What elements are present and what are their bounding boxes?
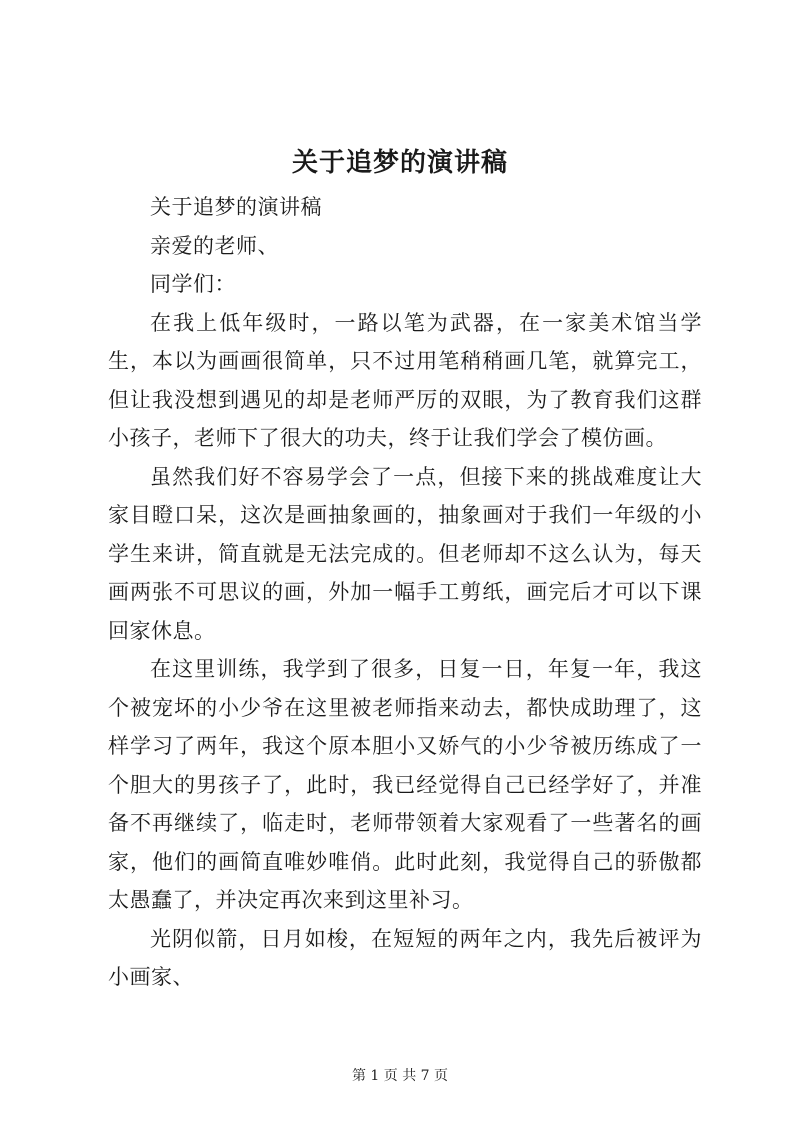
document-title: 关于追梦的演讲稿 bbox=[291, 148, 508, 178]
document-body bbox=[108, 188, 702, 997]
paragraph-3: 在这里训练，我学到了很多，日复一日，年复一年，我这个被宠坏的小少爷在这里被老师指来动去，都快成助理了，这样学习了两年，我这个原本胆小又娇气的小少爷被历练成了一个胆大的男孩子了，此时，我已经觉得自己已经学好了，并准备不再继续了，临走时，老师带领着大家观看了一些著名的画家，他们的画简直唯妙唯俏。此时此刻，我觉得自己的骄傲都太愚蠢了，并决定再次来到这里补习。 bbox=[108, 657, 702, 912]
paragraph-2: 虽然我们好不容易学会了一点，但接下来的挑战难度让大家目瞪口呆，这次是画抽象画的，抽象画对于我们一年级的小学生来讲，简直就是无法完成的。但老师却不这么认为，每天画两张不可思议的画，外加一幅手工剪纸，画完后才可以下课回家休息。 bbox=[108, 464, 702, 643]
paragraph-salutation-2: 同学们： bbox=[150, 272, 236, 296]
page-footer: 第 1 页 共 7 页 bbox=[351, 1068, 449, 1084]
paragraph-salutation-1: 亲爱的老师、 bbox=[150, 233, 279, 258]
paragraph-heading: 关于追梦的演讲稿 bbox=[150, 195, 322, 219]
paragraph-4: 光阴似箭，日月如梭，在短短的两年之内，我先后被评为小画家、 bbox=[108, 926, 702, 989]
paragraph-1: 在我上低年级时，一路以笔为武器，在一家美术馆当学生，本以为画画很简单，只不过用笔稍稍画几笔，就算完工，但让我没想到遇见的却是老师严厉的双眼，为了教育我们这群小孩子，老师下了很大的功夫，终于让我们学会了模仿画。 bbox=[108, 310, 702, 450]
